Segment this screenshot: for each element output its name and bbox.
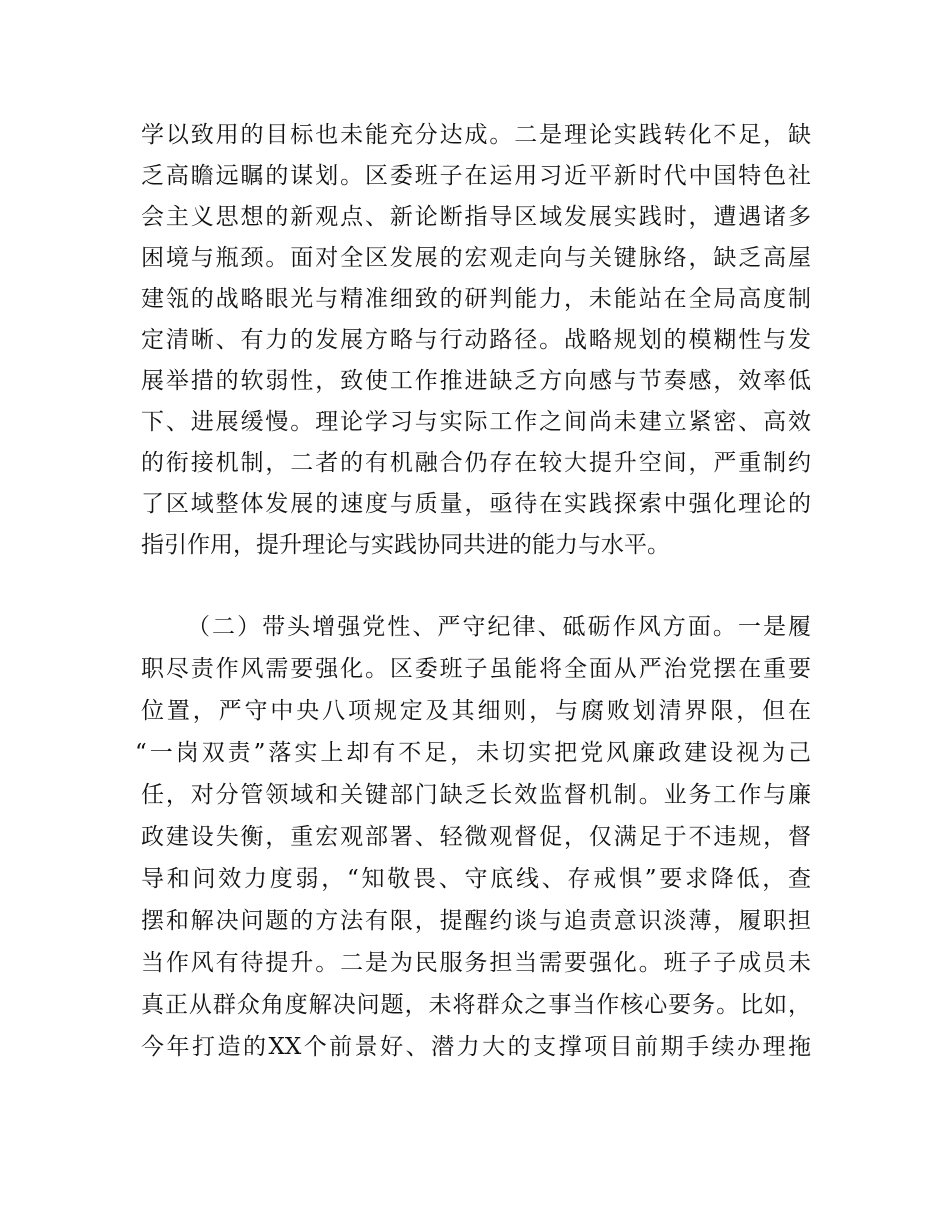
paragraph-1-line-3: 会主义思想的新观点、新论断指导区域发展实践时，遭遇诸多 xyxy=(141,204,811,230)
paragraph-1-line-2: 乏高瞻远瞩的谋划。区委班子在运用习近平新时代中国特色社 xyxy=(141,163,811,189)
paragraph-1-line-9: 的衔接机制，二者的有机融合仍存在较大提升空间，严重制约 xyxy=(141,450,811,476)
paragraph-1-line-7: 展举措的软弱性，致使工作推进缺乏方向感与节奏感，效率低 xyxy=(141,368,811,394)
paragraph-2-line-10: 真正从群众角度解决问题，未将群众之事当作核心要务。比如， xyxy=(141,992,811,1018)
paragraph-2-line-5: 任，对分管领域和关键部门缺乏长效监督机制。业务工作与廉 xyxy=(141,782,811,808)
paragraph-2-line-4: “一岗双责”落实上却有不足，未切实把党风廉政建设视为己 xyxy=(135,740,811,766)
paragraph-1-line-5: 建瓴的战略眼光与精准细致的研判能力，未能站在全局高度制 xyxy=(141,286,811,312)
paragraph-1-line-4: 困境与瓶颈。面对全区发展的宏观走向与关键脉络，缺乏高屋 xyxy=(141,245,811,271)
paragraph-1-line-1: 学以致用的目标也未能充分达成。二是理论实践转化不足，缺 xyxy=(141,122,811,148)
paragraph-1-line-10: 了区域整体发展的速度与质量，亟待在实践探索中强化理论的 xyxy=(141,491,811,517)
paragraph-1-line-11: 指引作用，提升理论与实践协同共进的能力与水平。 xyxy=(141,532,670,558)
paragraph-2-line-9: 当作风有待提升。二是为民服务担当需要强化。班子子成员未 xyxy=(141,950,811,976)
paragraph-1-line-8: 下、进展缓慢。理论学习与实际工作之间尚未建立紧密、高效 xyxy=(141,409,811,435)
paragraph-1-line-6: 定清晰、有力的发展方略与行动路径。战略规划的模糊性与发 xyxy=(141,327,811,353)
paragraph-2-line-1: （二）带头增强党性、严守纪律、砥砺作风方面。一是履 xyxy=(187,614,811,640)
paragraph-2-line-8: 摆和解决问题的方法有限，提醒约谈与追责意识淡薄，履职担 xyxy=(141,908,811,934)
paragraph-2-line-2: 职尽责作风需要强化。区委班子虽能将全面从严治党摆在重要 xyxy=(141,656,811,682)
paragraph-2-line-6: 政建设失衡，重宏观部署、轻微观督促，仅满足于不违规，督 xyxy=(141,824,811,850)
paragraph-2-line-7: 导和问效力度弱，“知敬畏、守底线、存戒惧”要求降低，查 xyxy=(141,866,811,892)
paragraph-2-line-3: 位置，严守中央八项规定及其细则，与腐败划清界限，但在 xyxy=(141,698,811,724)
paragraph-2-line-11: 今年打造的XX个前景好、潜力大的支撑项目前期手续办理拖 xyxy=(141,1034,811,1060)
